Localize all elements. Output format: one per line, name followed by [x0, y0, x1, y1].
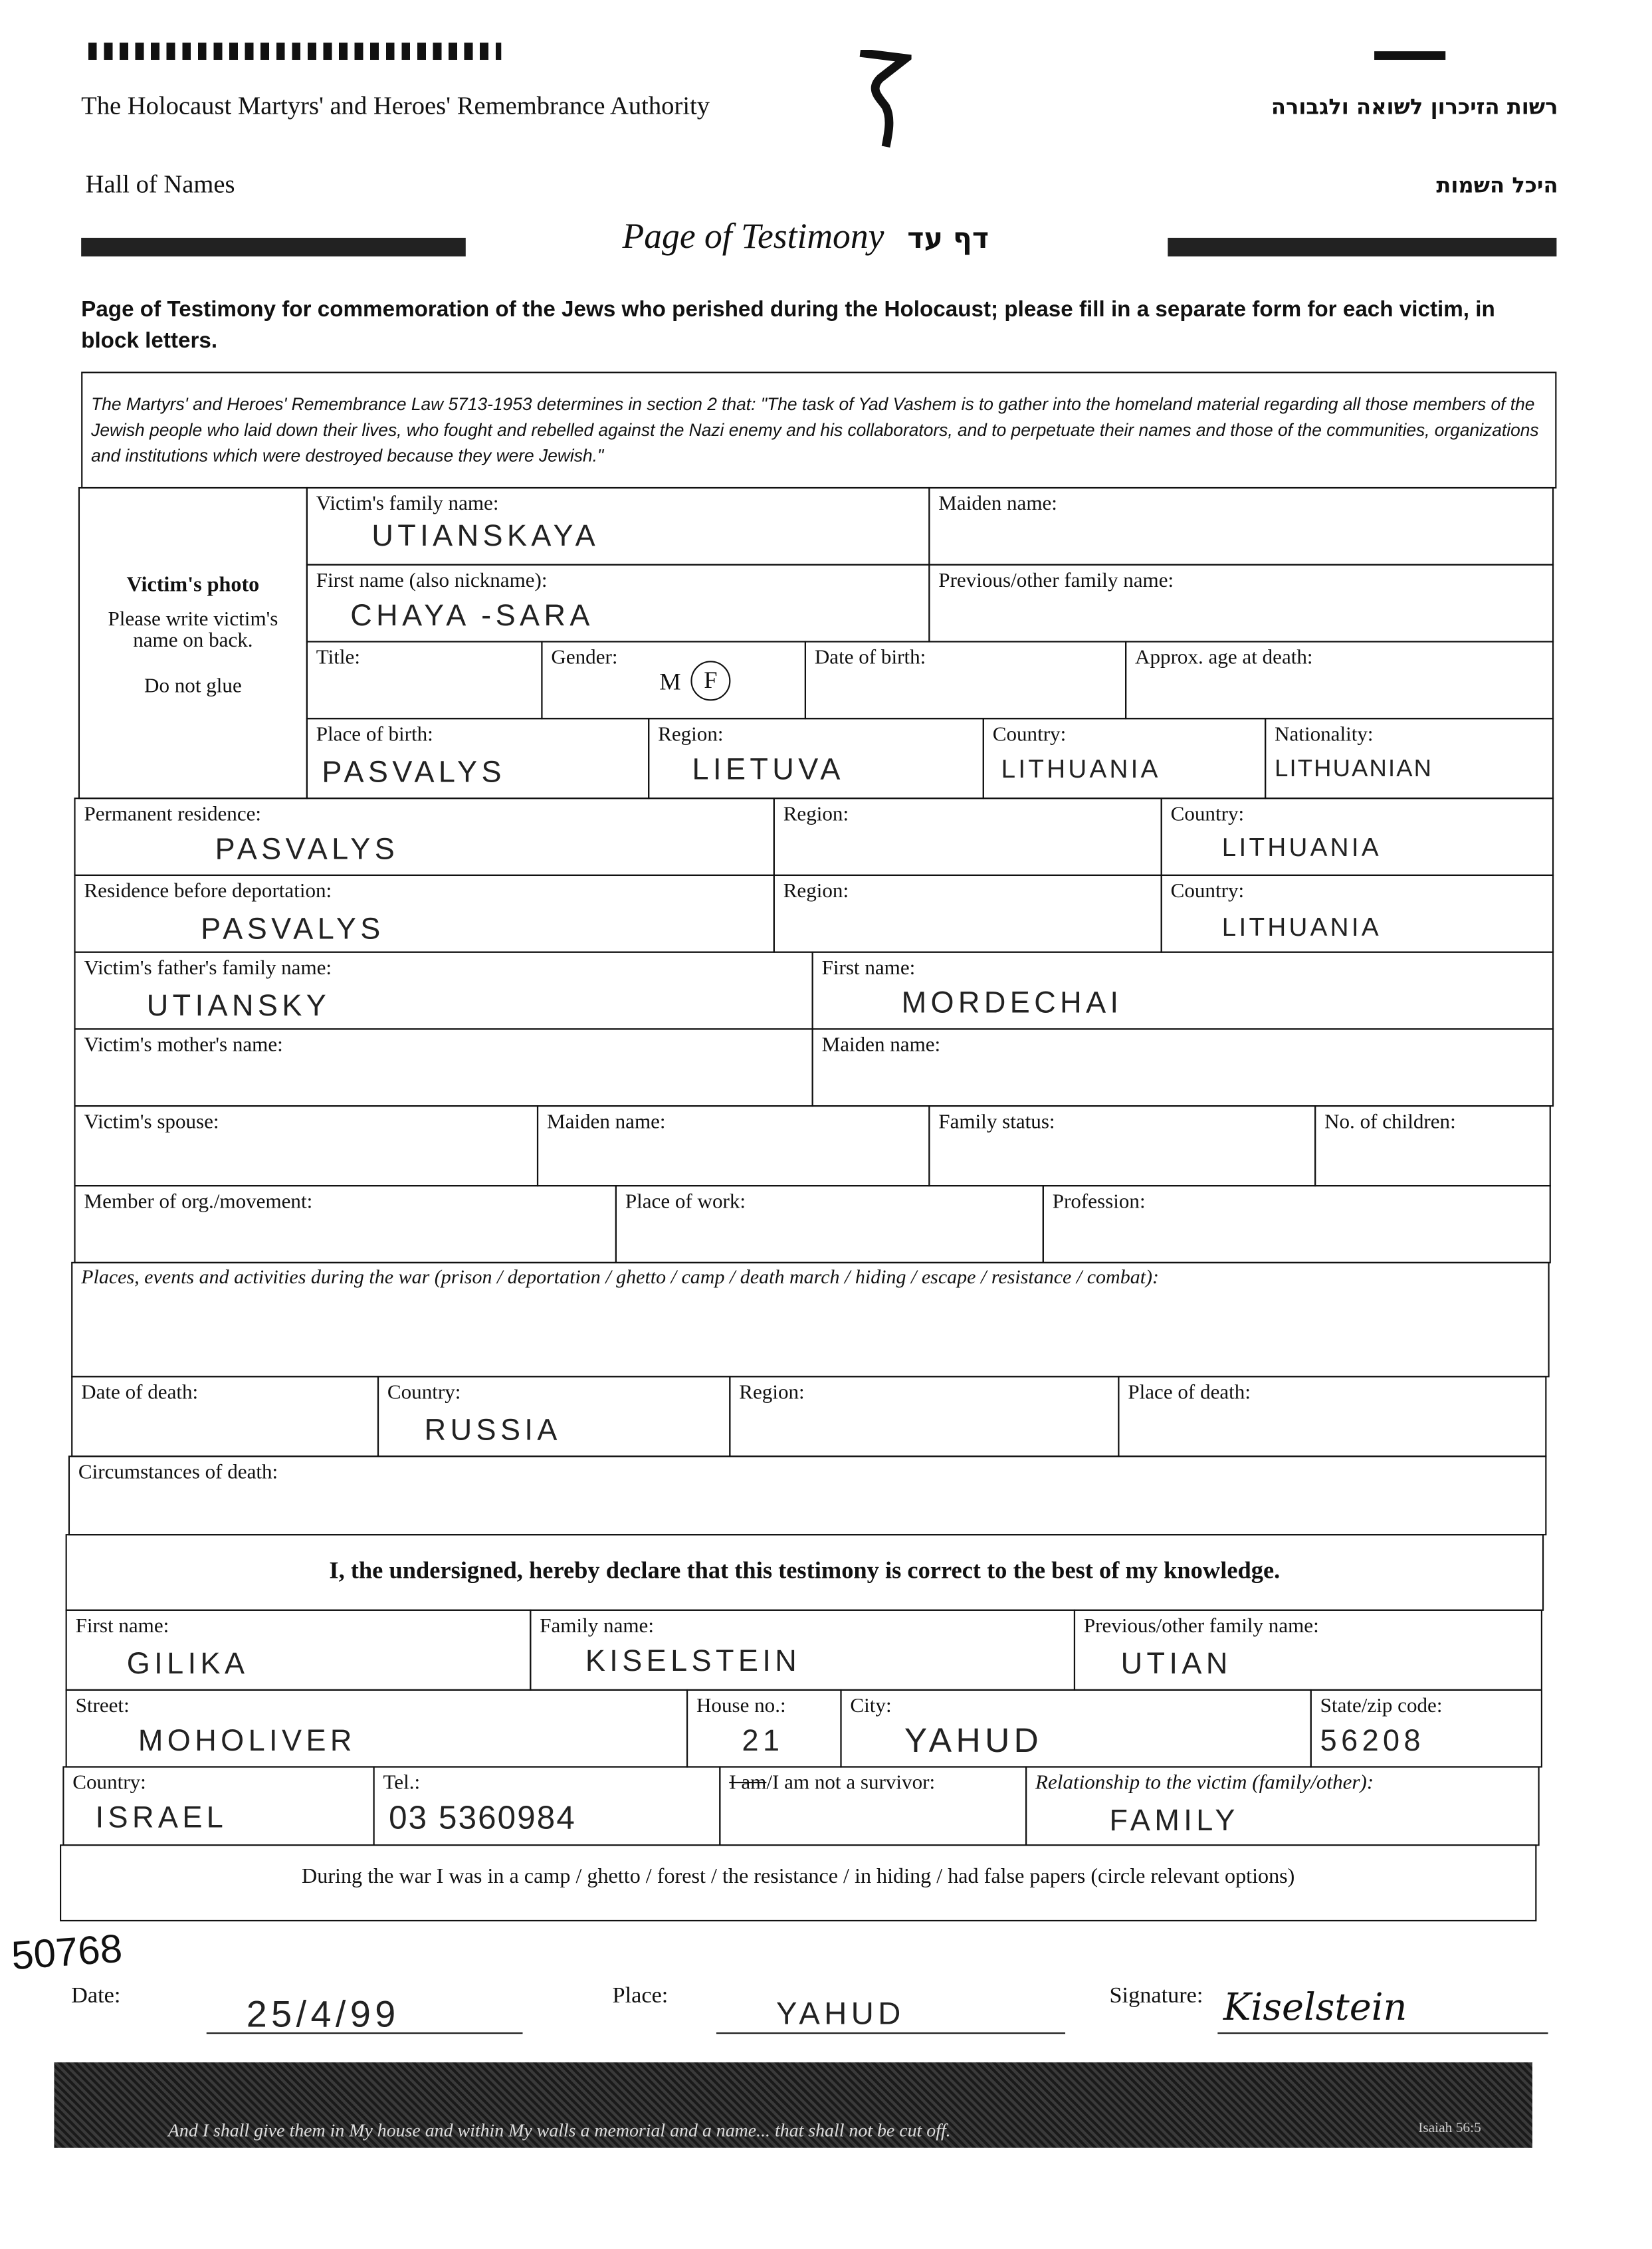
label: Region: [783, 803, 849, 826]
page-title-en: Page of Testimony [622, 217, 884, 257]
war-situation-box[interactable] [60, 1844, 1536, 1921]
survivor-label: /I am not a survivor: [766, 1772, 936, 1795]
street-field[interactable] [66, 1689, 688, 1768]
father-family-name-field[interactable] [74, 952, 813, 1030]
permanent-region-field[interactable] [774, 798, 1162, 876]
date-value: 25/4/99 [246, 1992, 400, 2036]
profession-field[interactable] [1043, 1185, 1551, 1263]
submitter-previous-name-field[interactable] [1074, 1610, 1542, 1691]
value: PASVALYS [322, 756, 506, 790]
yad-vashem-logo-text [88, 43, 501, 62]
value: GILIKA [126, 1648, 249, 1681]
label: Victim's spouse: [84, 1111, 219, 1134]
footer-reference: Isaiah 56:5 [1418, 2121, 1481, 2137]
label: Place of work: [625, 1190, 746, 1214]
victim-dob-field[interactable] [805, 641, 1126, 719]
yad-vashem-flame-logo [855, 50, 912, 150]
label: Date of death: [81, 1381, 199, 1405]
residence-before-deportation-field[interactable] [74, 875, 774, 953]
value: 21 [742, 1725, 784, 1758]
signature-label: Signature: [1109, 1984, 1203, 2008]
label: Country: [1170, 803, 1245, 826]
label: Victim's father's family name: [84, 957, 332, 980]
circumstances-of-death-field[interactable] [68, 1455, 1547, 1535]
value: ISRAEL [95, 1802, 228, 1835]
victim-photo-box[interactable] [78, 487, 308, 799]
hall-of-names-en: Hall of Names [85, 169, 235, 198]
father-first-name-field[interactable] [812, 952, 1554, 1030]
mother-maiden-name-field[interactable] [812, 1028, 1554, 1107]
label: City: [850, 1695, 892, 1718]
value: PASVALYS [201, 912, 385, 946]
telephone-field[interactable] [373, 1766, 720, 1846]
label: Region: [739, 1381, 805, 1405]
permanent-residence-field[interactable] [74, 798, 774, 876]
label: Maiden name: [938, 492, 1057, 516]
photo-note-name: Please write victim's name on back. [108, 608, 278, 653]
deportation-country-field[interactable] [1161, 875, 1554, 953]
place-of-death-field[interactable] [1118, 1376, 1546, 1457]
page-title [623, 218, 989, 258]
value: LITHUANIA [1221, 912, 1382, 942]
label: Places, events and activities during the war (prison / deportation / ghetto / camp / death march / hiding / escape / resistance / combat): [81, 1267, 1160, 1289]
yad-vashem-logo-right [1374, 51, 1445, 60]
label: Country: [992, 723, 1067, 746]
label: Circumstances of death: [78, 1461, 278, 1485]
value: 03 5360984 [389, 1798, 576, 1836]
value: LITHUANIA [1001, 754, 1161, 784]
label: House no.: [696, 1695, 786, 1718]
photo-title: Victim's photo [126, 574, 260, 597]
label: Date of birth: [814, 646, 926, 670]
mother-name-field[interactable] [74, 1028, 813, 1107]
label: Profession: [1052, 1190, 1146, 1214]
value: RUSSIA [424, 1414, 562, 1447]
value: FAMILY [1109, 1804, 1239, 1838]
submitter-country-field[interactable] [62, 1766, 374, 1846]
city-field[interactable] [840, 1689, 1311, 1768]
death-country-field[interactable] [377, 1376, 730, 1457]
header-bar-right [1168, 238, 1556, 257]
label: Nationality: [1275, 723, 1374, 746]
value: MOHOLIVER [138, 1725, 356, 1758]
footer-band [54, 2062, 1532, 2148]
label: Residence before deportation: [84, 880, 332, 903]
place-value: YAHUD [775, 1995, 905, 2032]
label [729, 1772, 935, 1796]
label: Region: [658, 723, 724, 746]
org-movement-field[interactable] [74, 1185, 617, 1263]
nationality-field[interactable] [1265, 718, 1554, 799]
label: Tel.: [383, 1772, 421, 1795]
value: UTIANSKAYA [371, 520, 600, 553]
victim-first-name-field[interactable] [306, 564, 930, 643]
signature-image: Kiselstein [1223, 1986, 1407, 2030]
label: Family name: [540, 1615, 654, 1638]
date-of-death-field[interactable] [71, 1376, 379, 1457]
signature-line[interactable] [1217, 1986, 1548, 2034]
org-name-en: The Holocaust Martyrs' and Heroes' Remembrance Authority [81, 91, 710, 120]
date-line[interactable] [207, 1990, 523, 2034]
intro-text: Page of Testimony for commemoration of the Jews who perished during the Holocaust; please fill in a separate form for each victim, in block letters. [81, 297, 1495, 354]
victim-gender-field[interactable] [541, 641, 806, 719]
label: State/zip code: [1320, 1695, 1443, 1718]
label: Country: [1170, 880, 1245, 903]
label: Place of birth: [316, 723, 433, 746]
header-bar-left [81, 238, 466, 257]
place-of-work-field[interactable] [615, 1185, 1044, 1263]
value: LITHUANIA [1221, 833, 1382, 862]
label: Victim's family name: [316, 492, 499, 516]
label: Family status: [938, 1111, 1055, 1134]
page-title-he: דף עד [907, 221, 989, 255]
victim-age-field[interactable] [1125, 641, 1554, 719]
value: 56208 [1320, 1725, 1425, 1758]
law-text: The Martyrs' and Heroes' Remembrance Law 5713-1953 determines in section 2 that: "The task of Yad Vashem is to gather into the homeland material regarding all those members of the Jewish people who laid down their lives, who fought and rebelled against the Nazi enemy and his collaborators, and to perpetuate their names and those of the communities, organizations and institutions which were destroyed because they were Jewish." [91, 394, 1539, 466]
photo-note-glue: Do not glue [144, 675, 242, 698]
org-name-he: רשות הזיכרון לשואה ולגבורה [1271, 94, 1558, 120]
victim-title-field[interactable] [306, 641, 543, 719]
spouse-field[interactable] [74, 1105, 538, 1186]
zip-code-field[interactable] [1310, 1689, 1542, 1768]
birth-region-field[interactable] [648, 718, 984, 799]
place-of-birth-field[interactable] [306, 718, 649, 799]
value: YAHUD [904, 1722, 1043, 1761]
value: LIETUVA [692, 753, 845, 786]
victim-family-name-field[interactable] [306, 487, 930, 566]
label: Street: [75, 1695, 130, 1718]
deportation-region-field[interactable] [774, 875, 1162, 953]
label: Victim's mother's name: [84, 1033, 283, 1057]
label: No. of children: [1324, 1111, 1456, 1134]
place-label: Place: [612, 1984, 669, 2008]
value: LITHUANIAN [1275, 754, 1433, 782]
label: Title: [316, 646, 361, 670]
label: Previous/other family name: [938, 570, 1174, 593]
children-count-field[interactable] [1314, 1105, 1551, 1186]
house-number-field[interactable] [686, 1689, 842, 1768]
value: CHAYA -SARA [350, 599, 594, 633]
submitter-family-name-field[interactable] [530, 1610, 1075, 1691]
relationship-field[interactable] [1025, 1766, 1540, 1846]
law-box [81, 372, 1556, 488]
victim-maiden-name-field[interactable] [928, 487, 1554, 566]
label: First name: [75, 1615, 169, 1638]
label: Maiden name: [821, 1033, 941, 1057]
value: KISELSTEIN [585, 1645, 801, 1678]
label: Relationship to the victim (family/other): [1035, 1772, 1374, 1795]
submitter-first-name-field[interactable] [66, 1610, 532, 1691]
label: Gender: [551, 646, 618, 670]
survivor-status-field[interactable] [719, 1766, 1027, 1846]
label: Country: [72, 1772, 146, 1795]
label: Place of death: [1128, 1381, 1251, 1405]
birth-country-field[interactable] [983, 718, 1266, 799]
war-situation-text: During the war I was in a camp / ghetto / forest / the resistance / in hiding / had false papers (circle relevant options) [302, 1866, 1295, 1889]
date-label: Date: [71, 1984, 121, 2008]
gender-m-option[interactable]: M [659, 668, 681, 695]
label: Permanent residence: [84, 803, 262, 826]
label: Country: [387, 1381, 461, 1405]
gender-f-option-circled[interactable]: F [690, 661, 730, 700]
death-region-field[interactable] [729, 1376, 1119, 1457]
spouse-maiden-name-field[interactable] [537, 1105, 930, 1186]
value: UTIANSKY [146, 990, 331, 1023]
war-events-field[interactable] [71, 1262, 1550, 1378]
struck-option: I am [729, 1772, 767, 1795]
value: UTIAN [1120, 1648, 1232, 1681]
label: Maiden name: [546, 1111, 666, 1134]
label: Approx. age at death: [1135, 646, 1313, 670]
value: MORDECHAI [901, 987, 1123, 1020]
family-status-field[interactable] [928, 1105, 1316, 1186]
value: PASVALYS [215, 833, 399, 867]
label: First name: [821, 957, 916, 980]
permanent-country-field[interactable] [1161, 798, 1554, 876]
footer-quote: And I shall give them in My house and within My walls a memorial and a name... that shall not be cut off. [167, 2119, 951, 2141]
place-line[interactable] [716, 1990, 1065, 2034]
label: First name (also nickname): [316, 570, 548, 593]
declaration-box [66, 1534, 1544, 1611]
archive-number: 50768 [9, 1926, 124, 1979]
label: Previous/other family name: [1083, 1615, 1319, 1638]
label: Member of org./movement: [84, 1190, 313, 1214]
declaration-text: I, the undersigned, hereby declare that this testimony is correct to the best of my knowledge. [329, 1556, 1281, 1584]
label: Region: [783, 880, 849, 903]
hall-of-names-he: היכל השמות [1436, 172, 1558, 198]
victim-previous-name-field[interactable] [928, 564, 1554, 643]
